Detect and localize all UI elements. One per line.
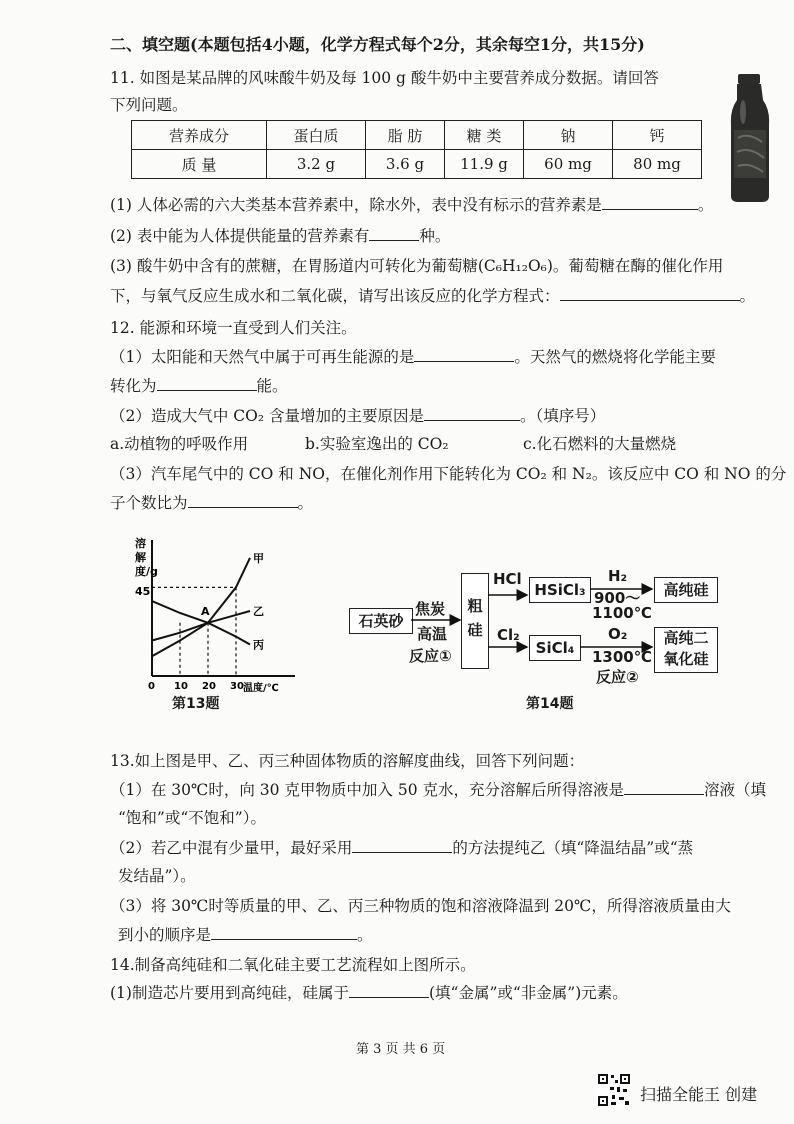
q11-intro-line1: 11. 如图是某品牌的风味酸牛奶及每 100 g 酸牛奶中主要营养成分数据。请回答 — [110, 69, 659, 87]
table-header-cell: 钠 — [524, 121, 613, 150]
q14-intro: 14.制备高纯硅和二氧化硅主要工艺流程如上图所示。 — [110, 956, 476, 974]
q13-part2-text2: 的方法提纯乙（填“降温结晶”或“蒸 — [452, 839, 694, 857]
qr-code-icon — [597, 1073, 631, 1107]
table-header-cell: 蛋白质 — [267, 121, 366, 150]
q14-part1-text2: (填“金属”或“非金属”)元素。 — [428, 984, 628, 1002]
q13-part1-text: （1）在 30℃时，向 30 克甲物质中加入 50 克水，充分溶解后所得溶液是 — [110, 781, 625, 799]
q11-part2-end: 种。 — [419, 227, 451, 245]
quartz-sand-box: 石英砂 — [349, 608, 413, 634]
q11-part3-end: 。 — [739, 287, 756, 305]
q12-part1-text: （1）太阳能和天然气中属于可再生能源的是 — [110, 348, 415, 366]
answer-blank[interactable] — [157, 376, 257, 391]
q14-part1-text: (1)制造芯片要用到高纯硅，硅属于 — [110, 984, 349, 1002]
h2-reagent: H₂ — [608, 567, 628, 585]
q12-part1-text2: 。天然气的燃烧将化学能主要 — [514, 348, 716, 366]
q11-part1-text: (1) 人体必需的六大类基本营养素中，除水外，表中没有标示的营养素是 — [110, 196, 602, 214]
answer-blank[interactable] — [369, 226, 419, 241]
q12-part3-line2 — [110, 491, 313, 513]
intersection-label-a: A — [201, 605, 210, 618]
section-title: 二、填空题(本题包括4小题，化学方程式每个2分，其余每空1分，共15分) — [110, 35, 645, 54]
solubility-chart — [135, 535, 305, 695]
q12-part2-end: 。（填序号） — [520, 407, 606, 425]
table-cell: 3.2 g — [267, 150, 366, 179]
q12-part1-line1 — [110, 345, 716, 367]
table-cell: 60 mg — [524, 150, 613, 179]
table-header-cell: 脂 肪 — [366, 121, 445, 150]
q12-part3-line1: （3）汽车尾气中的 CO 和 NO，在催化剂作用下能转化为 CO₂ 和 N₂。该反应中 CO 和 NO 的分 — [110, 465, 787, 483]
condition-temp-2: 1300℃ — [592, 648, 652, 666]
table-cell: 质 量 — [132, 150, 267, 179]
q13-intro: 13.如上图是甲、乙、丙三种固体物质的溶解度曲线，回答下列问题： — [110, 752, 585, 770]
condition-temp-1a: 900～ — [594, 589, 641, 607]
series-label: 丙 — [253, 638, 264, 652]
table-cell: 11.9 g — [445, 150, 524, 179]
q11-part2-text: (2) 表中能为人体提供能量的营养素有 — [110, 227, 370, 245]
q13-part2-line1 — [110, 836, 693, 858]
x-tick-label: 20 — [202, 681, 216, 692]
series-label: 乙 — [253, 605, 264, 618]
q13-part2-line2: 发结晶”）。 — [118, 867, 196, 885]
q12-part1-text3: 转化为 — [110, 377, 157, 395]
x-axis-label: 温度/℃ — [243, 683, 279, 694]
q13-part3-end: 。 — [357, 926, 373, 944]
table-cell: 80 mg — [613, 150, 702, 179]
figure13-caption: 第13题 — [172, 696, 220, 712]
table-header-cell: 钙 — [613, 121, 702, 150]
q12-part2-text: （2）造成大气中 CO₂ 含量增加的主要原因是 — [110, 407, 424, 425]
answer-blank[interactable] — [349, 983, 429, 998]
q11-intro-line2: 下列问题。 — [110, 96, 188, 114]
q13-part3-line1: （3）将 30℃时等质量的甲、乙、丙三种物质的饱和溶液降温到 20℃，所得溶液质量由大 — [110, 897, 731, 915]
answer-blank[interactable] — [602, 195, 698, 210]
y-axis-label-3: 度/g — [135, 565, 158, 578]
hsicl3-box: HSiCl₃ — [529, 577, 591, 603]
scanner-watermark: 扫描全能王 创建 — [640, 1085, 758, 1104]
x-tick-label: 10 — [174, 681, 188, 692]
q13-part3-line2 — [118, 923, 373, 945]
table-header-cell: 糖 类 — [445, 121, 524, 150]
o2-reagent: O₂ — [608, 625, 628, 643]
q12-option-b: b.实验室逸出的 CO₂ — [305, 435, 449, 453]
q13-part3-text: 到小的顺序是 — [118, 926, 212, 944]
x-tick-label: 0 — [148, 681, 155, 692]
yogurt-bottle-image — [728, 72, 772, 204]
coke-reagent: 焦炭 — [415, 600, 446, 618]
y-axis-label-1: 溶 — [135, 537, 146, 550]
answer-blank[interactable] — [424, 406, 520, 421]
y-axis-label-2: 解 — [135, 551, 146, 564]
sicl4-box: SiCl₄ — [529, 635, 581, 661]
q12-part3-text: 子个数比为 — [110, 494, 188, 512]
answer-blank[interactable] — [560, 286, 740, 301]
figure14-caption: 第14题 — [526, 696, 574, 712]
table-header-cell: 营养成分 — [132, 121, 267, 150]
y-tick-label: 45 — [135, 585, 151, 598]
q12-part1-line2 — [110, 374, 288, 396]
flow-arrows — [405, 575, 660, 665]
reaction-2-label: 反应② — [596, 668, 639, 686]
table-cell: 3.6 g — [366, 150, 445, 179]
q13-part2-text: （2）若乙中混有少量甲，最好采用 — [110, 839, 353, 857]
q11-part3-text: 下，与氧气反应生成水和二氧化碳，请写出该反应的化学方程式： — [110, 287, 560, 305]
q11-part1-end: 。 — [697, 196, 714, 214]
table-row — [132, 150, 702, 179]
high-temp-condition: 高温 — [417, 625, 448, 643]
q11-part2 — [110, 224, 450, 246]
table-header-row — [132, 121, 702, 150]
q12-intro: 12. 能源和环境一直受到人们关注。 — [110, 319, 357, 337]
cl2-reagent: Cl₂ — [497, 626, 520, 644]
answer-blank[interactable] — [414, 347, 514, 362]
q14-part1 — [110, 981, 628, 1003]
sio2-label-line2: 氧化硅 — [663, 650, 709, 668]
q11-part3-line1: (3) 酸牛奶中含有的蔗糖，在胃肠道内可转化为葡萄糖(C₆H₁₂O₆)。葡萄糖在酶的催化作用 — [110, 257, 724, 275]
q12-part2 — [110, 404, 605, 426]
nutrition-table — [131, 120, 702, 179]
answer-blank[interactable] — [624, 780, 704, 795]
q13-part1-text2: 溶液（填 — [704, 781, 767, 799]
high-purity-silicon-box: 高纯硅 — [654, 577, 718, 603]
hcl-reagent: HCl — [493, 570, 522, 588]
q13-part1-line1 — [110, 778, 766, 800]
series-label: 甲 — [253, 551, 264, 565]
high-purity-sio2-box — [654, 627, 718, 673]
crude-silicon-label: 粗硅 — [467, 597, 483, 639]
q12-part3-end: 。 — [297, 494, 314, 512]
q12-option-c: c.化石燃料的大量燃烧 — [523, 435, 677, 453]
page-footer: 第 3 页 共 6 页 — [356, 1042, 446, 1057]
q12-part1-text4: 能。 — [256, 377, 288, 395]
answer-blank[interactable] — [188, 493, 298, 508]
q12-option-a: a.动植物的呼吸作用 — [110, 435, 249, 453]
q13-part1-line2: “饱和”或“不饱和”）。 — [118, 809, 266, 827]
sio2-label-line1: 高纯二 — [663, 629, 709, 647]
reaction-1-label: 反应① — [409, 647, 452, 665]
answer-blank[interactable] — [211, 925, 357, 940]
q11-part3-line2 — [110, 284, 755, 306]
condition-temp-1b: 1100℃ — [592, 604, 652, 622]
answer-blank[interactable] — [352, 838, 452, 853]
q11-part1 — [110, 193, 713, 215]
x-tick-label: 30 — [230, 681, 244, 692]
